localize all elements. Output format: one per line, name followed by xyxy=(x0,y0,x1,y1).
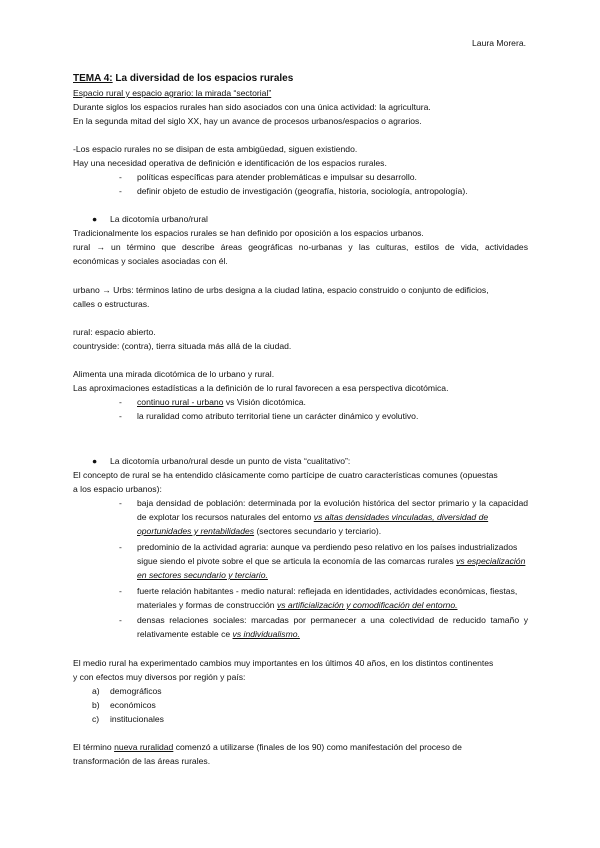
paragraph-line: urbano → Urbs: términos latino de urbs designa a la ciudad latina, espacio construido o conjunto de edificios, xyxy=(73,285,489,295)
list-item: económicos xyxy=(110,700,156,710)
paragraph-text: comenzó a utilizarse (finales de los 90) como manifestación del proceso de xyxy=(173,742,462,752)
paragraph-line: rural → un término que describe áreas geográficas no-urbanas y las culturas, estilos de vida, actividades xyxy=(73,242,528,252)
paragraph-line: El concepto de rural se ha entendido clásicamente como partícipe de cuatro características comunes (opuestas xyxy=(73,470,498,480)
paragraph-line: Durante siglos los espacios rurales han sido asociados con una única actividad: la agricultura. xyxy=(73,102,431,112)
list-item-line xyxy=(137,599,458,611)
paragraph-line: Tradicionalmente los espacios rurales se han definido por oposición a los espacios urbanos. xyxy=(73,228,424,238)
round-bullet: ● xyxy=(92,214,98,224)
paragraph-line: En la segunda mitad del siglo XX, hay un avance de procesos urbanos/espacios o agrarios. xyxy=(73,116,422,126)
list-item: demográficos xyxy=(110,686,162,696)
list-item-line: fuerte relación habitantes - medio natural: reflejada en identidades, actividades económicas, fiestas, xyxy=(137,586,518,596)
dash-bullet: - xyxy=(119,411,122,421)
paragraph-line: transformación de las áreas rurales. xyxy=(73,756,211,766)
paragraph-text: El término xyxy=(73,742,115,752)
dash-bullet: - xyxy=(119,586,122,596)
dash-bullet: - xyxy=(119,186,122,196)
dash-bullet: - xyxy=(119,172,122,182)
subtitle: Espacio rural y espacio agrario: la mirada “sectorial” xyxy=(73,88,272,98)
list-item-text: (sectores secundario y terciario). xyxy=(254,526,382,536)
round-bullet: ● xyxy=(92,456,98,466)
paragraph-line: a los espacio urbanos): xyxy=(73,484,162,494)
list-item-line xyxy=(137,569,268,581)
list-item: la ruralidad como atributo territorial tiene un carácter dinámico y evolutivo. xyxy=(137,411,419,421)
dash-bullet: - xyxy=(119,498,122,508)
list-item: políticas específicas para atender problemáticas e impulsar su desarrollo. xyxy=(137,172,417,182)
list-item-line xyxy=(137,525,381,537)
dash-bullet: - xyxy=(119,542,122,552)
list-item-text: vs Visión dicotómica. xyxy=(223,397,306,407)
paragraph-line: Las aproximaciones estadísticas a la definición de lo rural favorecen a esa perspectiva dicotómica. xyxy=(73,383,449,393)
section-heading: La dicotomía urbano/rural desde un punto de vista “cualitativo”: xyxy=(110,456,351,466)
emphasis-text: vs especialización xyxy=(456,556,526,566)
list-item: institucionales xyxy=(110,714,164,724)
list-item xyxy=(137,396,306,408)
section-heading: La dicotomía urbano/rural xyxy=(110,214,208,224)
list-marker: a) xyxy=(92,686,100,696)
list-marker: b) xyxy=(92,700,100,710)
list-item-text: sigue siendo el pivote sobre el que se articula la economía de las comarcas rurales xyxy=(137,556,457,566)
paragraph-line: Alimenta una mirada dicotómica de lo urbano y rural. xyxy=(73,369,275,379)
author-name: Laura Morera. xyxy=(472,38,526,48)
paragraph-line: El medio rural ha experimentado cambios muy importantes en los últimos 40 años, en los distintos continentes xyxy=(73,658,494,668)
paragraph-line: -Los espacio rurales no se disipan de esta ambigüedad, siguen existiendo. xyxy=(73,144,358,154)
paragraph-line: countryside: (contra), tierra situada más allá de la ciudad. xyxy=(73,341,292,351)
dash-bullet: - xyxy=(119,397,122,407)
paragraph-line xyxy=(73,741,462,753)
paragraph-line: calles o estructuras. xyxy=(73,299,150,309)
page-title xyxy=(73,73,293,85)
paragraph-line: rural: espacio abierto. xyxy=(73,327,156,337)
paragraph-line: Hay una necesidad operativa de definición e identificación de los espacios rurales. xyxy=(73,158,387,168)
underlined-term: nueva ruralidad xyxy=(114,742,174,752)
list-item-line xyxy=(137,628,300,640)
list-item-text: materiales y formas de construcción xyxy=(137,600,277,610)
title-text: La diversidad de los espacios rurales xyxy=(112,73,294,84)
title-prefix: TEMA 4: xyxy=(73,73,113,84)
list-item-line: densas relaciones sociales: marcadas por permanecer a una colectividad de reducido tamaño y xyxy=(137,615,528,625)
emphasis-text: oportunidades y rentabilidades xyxy=(137,526,255,536)
underlined-term: continuo rural - urbano xyxy=(137,397,224,407)
paragraph-line: económicas y sociales asociadas con él. xyxy=(73,256,228,266)
paragraph-line: y con efectos muy diversos por región y país: xyxy=(73,672,246,682)
emphasis-text: vs individualismo. xyxy=(232,629,300,639)
emphasis-text: vs altas densidades vinculadas, diversidad de xyxy=(313,512,489,522)
list-marker: c) xyxy=(92,714,100,724)
list-item: definir objeto de estudio de investigación (geografía, historia, sociología, antropología). xyxy=(137,186,468,196)
list-item-line xyxy=(137,511,488,523)
list-item-line xyxy=(137,555,525,567)
list-item-text: relativamente estable ce xyxy=(137,629,233,639)
list-item-text: de explotar los recursos naturales del entorno xyxy=(137,512,314,522)
emphasis-text: vs artificialización y comodificación del entorno. xyxy=(276,600,458,610)
emphasis-text: en sectores secundario y terciario. xyxy=(137,570,268,580)
list-item-line: baja densidad de población: determinada por la evolución histórica del sector primario y la capacidad xyxy=(137,498,528,508)
list-item-line: predominio de la actividad agraria: aunque va perdiendo peso relativo en los países industrializados xyxy=(137,542,518,552)
dash-bullet: - xyxy=(119,615,122,625)
